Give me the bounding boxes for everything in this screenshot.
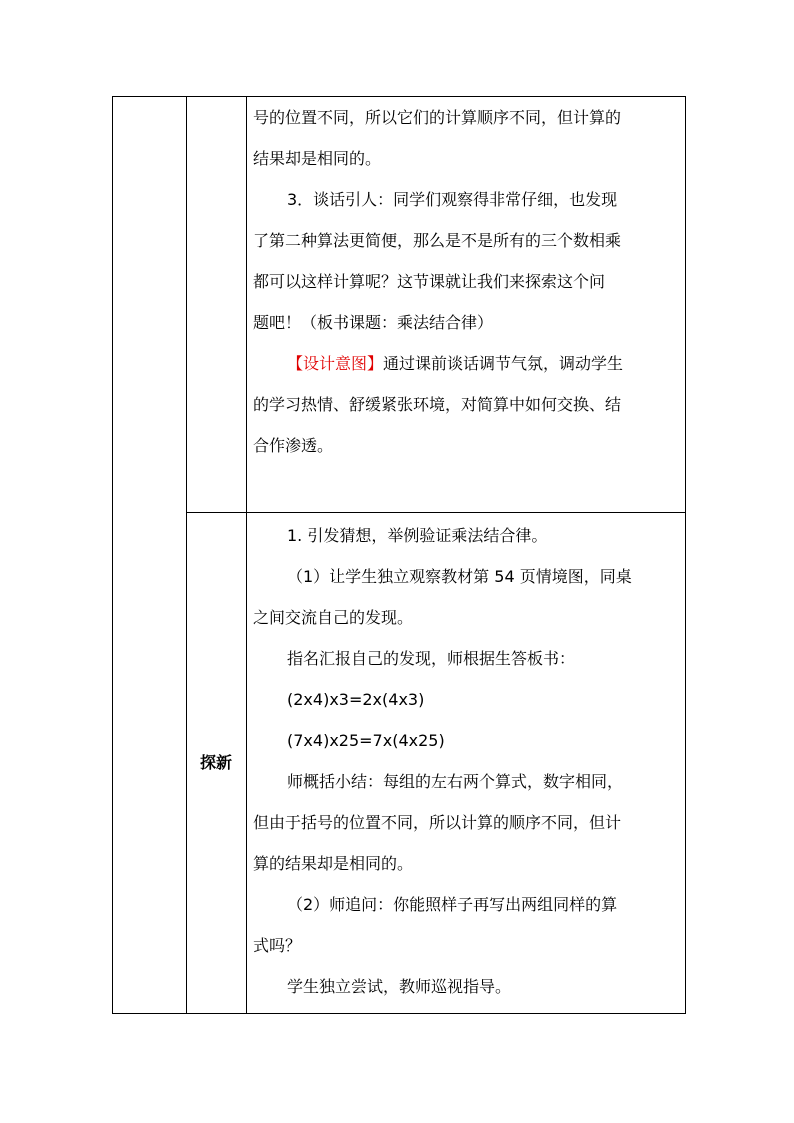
table-divider-col2 <box>246 96 247 1014</box>
row1-line: 了第二种算法更简便，那么是不是所有的三个数相乘 <box>253 231 622 250</box>
formula-line: (2x4)x3=2x(4x3) <box>287 690 425 709</box>
design-intent-label: 【设计意图】 <box>287 354 384 373</box>
row1-line: 合作渗透。 <box>253 436 334 455</box>
table-border-bottom <box>112 1013 686 1014</box>
row1-line: 3．谈话引人：同学们观察得非常仔细，也发现 <box>287 190 618 209</box>
design-intent-line <box>253 343 681 384</box>
row2-line: 之间交流自己的发现。 <box>253 608 414 627</box>
row1-line: 结果却是相同的。 <box>253 149 382 168</box>
row1-content <box>253 97 681 466</box>
row1-line: 号的位置不同，所以它们的计算顺序不同，但计算的 <box>253 108 622 127</box>
row1-line: 题吧！（板书课题：乘法结合律） <box>253 313 494 332</box>
row2-content <box>253 515 681 1007</box>
row1-line: 的学习热情、舒缓紧张环境，对简算中如何交换、结 <box>253 395 622 414</box>
row2-line: 式吗？ <box>253 936 302 955</box>
row2-line: 指名汇报自己的发现，师根据生答板书： <box>287 649 576 668</box>
design-intent-text: 通过课前谈话调节气氛，调动学生 <box>383 354 624 373</box>
formula-line: (7x4)x25=7x(4x25) <box>287 731 445 750</box>
table-border-right <box>685 96 686 1014</box>
section-label-explore: 探新 <box>199 753 232 772</box>
row2-line: 师概括小结：每组的左右两个算式，数字相同， <box>287 772 624 791</box>
row2-line: 学生独立尝试，教师巡视指导。 <box>287 977 512 996</box>
row1-line: 都可以这样计算呢？这节课就让我们来探索这个问 <box>253 272 606 291</box>
table-divider-col1 <box>186 96 187 1014</box>
row2-line: 算的结果却是相同的。 <box>253 854 414 873</box>
table-row-divider <box>186 512 686 513</box>
row2-line: （1）让学生独立观察教材第 54 页情境图，同桌 <box>287 567 632 586</box>
row2-line: 1. 引发猜想，举例验证乘法结合律。 <box>287 526 548 545</box>
table-border-left <box>112 96 113 1014</box>
row2-line: （2）师追问：你能照样子再写出两组同样的算 <box>287 895 618 914</box>
row2-line: 但由于括号的位置不同，所以计算的顺序不同，但计 <box>253 813 622 832</box>
